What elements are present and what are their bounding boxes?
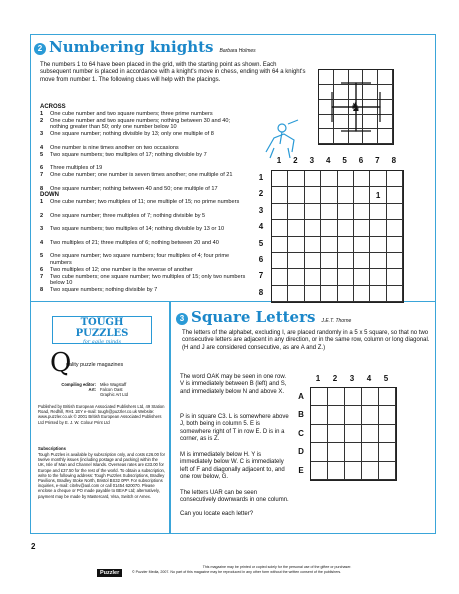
grid-cell[interactable] xyxy=(370,171,386,187)
clue-number: 3 xyxy=(40,131,44,138)
down-clue xyxy=(40,287,246,294)
clue-number: 5 xyxy=(40,151,44,158)
grid-cell[interactable] xyxy=(338,253,354,269)
column-label: 3 xyxy=(349,374,355,383)
grid-cell[interactable] xyxy=(272,253,288,269)
row-label: D xyxy=(298,447,304,457)
clue-number: 2 xyxy=(40,117,44,124)
publisher-info: Published by British European Associated Publishers Ltd, 49 Station Road, Redhill, RH1 1EY e-mail: tough@puzzler.co.uk Website: www.puzzler.co.uk © 2001 British European Associated Publishers Ltd Printed by E. J. W. Colour Print Ltd xyxy=(38,404,165,425)
across-clue xyxy=(40,186,246,193)
grid-cell[interactable] xyxy=(272,237,288,253)
row-label: 6 xyxy=(258,255,264,264)
grid-cell[interactable] xyxy=(387,187,403,203)
down-clue xyxy=(40,267,246,274)
grid-cell[interactable] xyxy=(288,171,304,187)
letter-cell[interactable] xyxy=(379,443,396,461)
puzzle-number-badge: 2 xyxy=(34,43,46,55)
tough-puzzles-logo xyxy=(52,316,152,344)
puzzler-logo: Puzzler xyxy=(97,569,122,577)
column-label: 1 xyxy=(315,374,321,383)
grid-cell[interactable] xyxy=(354,187,370,203)
page-number: 2 xyxy=(31,542,36,551)
grid-cell[interactable] xyxy=(321,237,337,253)
grid-cell[interactable] xyxy=(370,220,386,236)
letter-cell[interactable] xyxy=(328,443,345,461)
puzzle-3-heading xyxy=(176,308,351,326)
grid-cell[interactable] xyxy=(288,187,304,203)
grid-cell[interactable] xyxy=(338,204,354,220)
letter-cell[interactable] xyxy=(362,443,379,461)
grid-cell[interactable] xyxy=(305,269,321,285)
grid-cell[interactable] xyxy=(272,171,288,187)
clue-number: 2 xyxy=(40,212,44,219)
clue-number: 7 xyxy=(40,273,44,280)
clue-number: 1 xyxy=(40,111,44,117)
grid-cell[interactable] xyxy=(305,237,321,253)
grid-cell[interactable] xyxy=(321,286,337,302)
column-label: 5 xyxy=(342,156,347,165)
clue-text: Two square numbers; two multiples of 14; nothing divisible by 13 or 10 xyxy=(50,226,225,233)
letter-cell[interactable] xyxy=(379,425,396,443)
column-label: 6 xyxy=(358,156,364,165)
brand-title: TOUGH PUZZLES xyxy=(75,317,129,339)
grid-cell[interactable] xyxy=(305,204,321,220)
grid-cell[interactable] xyxy=(305,220,321,236)
column-label: 5 xyxy=(383,374,389,383)
letter-cell[interactable] xyxy=(311,425,328,443)
clue-1: The word OAK may be seen in one row. V is immediately between B (left) and S, and immediately below N and above X. xyxy=(180,374,287,395)
grid-cell[interactable] xyxy=(354,237,370,253)
clue-number: 3 xyxy=(40,226,44,233)
grid-cell[interactable] xyxy=(321,187,337,203)
across-clue xyxy=(40,145,246,152)
column-label: 7 xyxy=(375,156,380,165)
column-label: 2 xyxy=(293,156,298,165)
clue-text: Two square numbers; two multiples of 17; nothing divisible by 7 xyxy=(50,151,207,158)
grid-cell[interactable] xyxy=(272,187,288,203)
letter-cell[interactable] xyxy=(345,388,362,406)
clue-text: One square number; three multiples of 7; nothing divisible by 5 xyxy=(50,212,206,219)
grid-cell[interactable] xyxy=(305,286,321,302)
grid-cell[interactable] xyxy=(321,269,337,285)
clue-number: 4 xyxy=(40,239,44,246)
copyright-notice: This magazine may be printed or copied solely for the personal use of the giftee or purchaser. © Puzzler Media, 2007. No part of this magazine may be reproduced in any other form without the written consent of the publishers. xyxy=(132,565,352,574)
letter-cell[interactable] xyxy=(345,425,362,443)
credits: Compiling editor: Mike Wagstaff Art: Falcon Oast Graphic Art Ltd xyxy=(61,382,128,398)
clue-number: 6 xyxy=(40,165,44,172)
across-heading: ACROSS xyxy=(40,104,66,110)
row-label: 3 xyxy=(258,205,264,215)
clue-text: One cube number; one number is seven times another; one multiple of 21 xyxy=(50,172,233,179)
across-clue xyxy=(40,131,246,138)
grid-cell[interactable] xyxy=(321,204,337,220)
clue-text: Two square numbers; nothing divisible by 7 xyxy=(50,287,158,294)
grid-cell[interactable] xyxy=(272,220,288,236)
across-clue xyxy=(40,111,246,118)
quality-logo-text: uality puzzle magazines xyxy=(66,362,124,368)
grid-cell[interactable] xyxy=(321,253,337,269)
grid-cell[interactable] xyxy=(370,269,386,285)
puzzle-2-heading xyxy=(34,38,256,56)
grid-cell[interactable] xyxy=(338,171,354,187)
clue-text: Two cube numbers; one square number; two multiples of 15; only two numbers below 10 xyxy=(50,273,246,287)
grid-cell[interactable] xyxy=(288,237,304,253)
grid-cell[interactable] xyxy=(354,171,370,187)
row-label: E xyxy=(298,465,304,475)
letter-cell[interactable] xyxy=(362,462,379,480)
grid-cell[interactable] xyxy=(338,220,354,236)
clue-text: One cube number and two square numbers; nothing between 30 and 40; nothing greater than 50; only one number below 10 xyxy=(50,117,231,131)
clue-2: P is in square C3. L is somewhere above J, both being in column 5. E is somewhere right of T in row E. D is in a corner, as is Z. xyxy=(180,414,289,443)
grid-cell[interactable] xyxy=(305,187,321,203)
down-clue xyxy=(40,199,246,206)
grid-cell[interactable] xyxy=(272,269,288,285)
clue-text: One cube number and two square numbers; three prime numbers xyxy=(50,111,213,117)
grid-cell[interactable] xyxy=(370,204,386,220)
puzzle-2-title: Numbering knights xyxy=(49,38,214,56)
puzzle-3-author: J.E.T. Thorne xyxy=(321,318,352,324)
letter-cell[interactable] xyxy=(345,406,362,424)
grid-cell[interactable] xyxy=(370,237,386,253)
grid-cell[interactable] xyxy=(338,187,354,203)
down-clue xyxy=(40,274,246,287)
row-label: B xyxy=(298,410,304,420)
grid-cell[interactable] xyxy=(288,204,304,220)
down-clue xyxy=(40,240,246,247)
column-label: 4 xyxy=(325,156,331,165)
puzzle-2-author: Barbara Holmes xyxy=(219,48,256,54)
column-label: 3 xyxy=(309,156,315,165)
row-label: A xyxy=(298,392,304,401)
grid-cell[interactable] xyxy=(338,237,354,253)
across-clue xyxy=(40,118,246,131)
knight-piece-icon: ♞ xyxy=(349,100,364,115)
grid-cell[interactable] xyxy=(370,253,386,269)
across-clue xyxy=(40,165,246,172)
grid-cell[interactable] xyxy=(305,171,321,187)
clue-text: Two multiples of 12; one number is the reverse of another xyxy=(50,267,193,273)
grid-cell[interactable] xyxy=(387,286,403,302)
letter-cell[interactable] xyxy=(328,425,345,443)
grid-cell[interactable] xyxy=(387,237,403,253)
letter-cell[interactable] xyxy=(379,462,396,480)
grid-cell[interactable] xyxy=(354,286,370,302)
column-label: 8 xyxy=(391,156,397,165)
clue-5: Can you locate each letter? xyxy=(180,511,254,517)
knight-arrows xyxy=(318,69,394,145)
row-label: C xyxy=(298,428,304,438)
grid-cell[interactable]: 1 xyxy=(370,187,386,203)
grid-cell[interactable] xyxy=(288,220,304,236)
grid-cell[interactable] xyxy=(288,269,304,285)
row-label: 1 xyxy=(258,173,264,182)
puzzle-3-intro: The letters of the alphabet, excluding I, are placed randomly in a 5 x 5 square, so that no two consecutive letters are adjacent in any direction, or in the same row, column or long diagonal. (H and J are considered consecutive, as are A and Z.) xyxy=(182,330,430,351)
down-clue xyxy=(40,253,246,266)
knight-number-grid[interactable] xyxy=(271,170,404,303)
letter-cell[interactable] xyxy=(379,406,396,424)
clue-number: 1 xyxy=(40,199,44,205)
brand-tagline: for agile minds xyxy=(82,339,122,345)
clue-3: M is immediately below H. Y is immediately below W. C is immediately left of F and diagonally adjacent to, and one row below, G. xyxy=(180,452,285,481)
letter-cell[interactable] xyxy=(362,406,379,424)
letter-cell[interactable] xyxy=(328,388,345,406)
puzzle-number-badge: 3 xyxy=(176,313,188,325)
grid-cell[interactable] xyxy=(321,220,337,236)
down-clue xyxy=(40,226,246,233)
grid-cell[interactable] xyxy=(387,204,403,220)
row-label: 8 xyxy=(258,287,264,297)
across-clue xyxy=(40,152,246,159)
puzzle-2-intro: The numbers 1 to 64 have been placed in the grid, with the starting point as shown. Each subsequent number is placed in accordance with a knight's move in chess, ending with 64 a knight's move from number 1. The following clues will help with the placings. xyxy=(40,62,306,83)
letter-cell[interactable] xyxy=(362,388,379,406)
letter-cell[interactable] xyxy=(328,462,345,480)
grid-cell[interactable] xyxy=(387,220,403,236)
grid-cell[interactable] xyxy=(354,253,370,269)
grid-cell[interactable] xyxy=(387,171,403,187)
clue-text: One square number; two square numbers; four multiples of 4; four prime numbers xyxy=(50,253,230,266)
subscriptions-heading: Subscriptions xyxy=(38,446,66,451)
clue-number: 5 xyxy=(40,253,44,260)
clue-number: 7 xyxy=(40,172,44,179)
clue-text: Three multiples of 19 xyxy=(50,165,103,172)
clue-number: 6 xyxy=(40,267,44,273)
grid-cell[interactable] xyxy=(338,269,354,285)
grid-cell[interactable] xyxy=(387,269,403,285)
clue-number: 8 xyxy=(40,185,44,192)
grid-cell[interactable] xyxy=(272,204,288,220)
grid-cell[interactable] xyxy=(288,253,304,269)
quality-logo-q: Q xyxy=(50,348,72,378)
clue-4: The letters UAR can be seen consecutively downwards in one column. xyxy=(180,490,289,504)
clue-number: 4 xyxy=(40,145,44,151)
letter-cell[interactable] xyxy=(362,425,379,443)
grid-cell[interactable] xyxy=(354,269,370,285)
grid-cell[interactable] xyxy=(288,286,304,302)
grid-cell[interactable] xyxy=(305,253,321,269)
letter-cell[interactable] xyxy=(379,388,396,406)
column-label: 1 xyxy=(276,156,282,165)
clue-text: One cube number; two multiples of 11; one multiple of 15; no prime numbers xyxy=(50,199,240,205)
letter-cell[interactable] xyxy=(311,406,328,424)
letter-cell[interactable] xyxy=(345,462,362,480)
column-label: 2 xyxy=(332,374,338,383)
letter-cell[interactable] xyxy=(328,406,345,424)
column-label: 4 xyxy=(366,374,372,383)
grid-cell[interactable] xyxy=(321,171,337,187)
letter-cell[interactable] xyxy=(345,443,362,461)
clue-text: One square number; nothing divisible by 13; only one multiple of 8 xyxy=(50,131,214,138)
row-label: 7 xyxy=(258,271,264,281)
across-clue xyxy=(40,172,246,179)
letter-cell[interactable] xyxy=(311,443,328,461)
letter-cell[interactable] xyxy=(311,462,328,480)
clue-number: 8 xyxy=(40,287,44,294)
letter-cell[interactable] xyxy=(311,388,328,406)
clue-text: Two multiples of 21; three multiples of 6; nothing between 20 and 40 xyxy=(50,239,219,246)
grid-cell[interactable] xyxy=(354,204,370,220)
row-label: 5 xyxy=(258,238,264,248)
grid-cell[interactable] xyxy=(387,253,403,269)
row-label: 4 xyxy=(258,222,264,232)
grid-cell[interactable] xyxy=(338,286,354,302)
square-letters-grid[interactable] xyxy=(310,387,397,481)
down-clue xyxy=(40,213,246,220)
puzzle-3-title: Square Letters xyxy=(191,308,316,326)
grid-cell[interactable] xyxy=(354,220,370,236)
row-label: 2 xyxy=(258,189,264,199)
grid-cell[interactable] xyxy=(272,286,288,302)
grid-cell[interactable] xyxy=(370,286,386,302)
clue-text: One number is nine times another on two occasions xyxy=(50,145,179,151)
subscriptions-text: Tough Puzzles is available by subscription only, and costs £26.00 for twelve monthly issues (including postage and packing) within the UK, Isle of Man and Channel Islands. Overseas rates are £33.00 for Europe and £37.50 for the rest of the world. To obtain a subscription, write to the following address: Tough Puzzles Subscriptions, Bradley Pavilions, Bradley Stoke North, Bristol BS32 0PP. For subscriptions inquiries, e-mail: citvhv@aol.com or call 01454 620070. Please enclose a cheque or PO made payable to BEAP Ltd; alternatively, payment may be made by Mastercard, Visa, Switch or Amex. xyxy=(38,452,166,499)
clue-text: One square number; nothing between 40 and 50; one multiple of 17 xyxy=(50,185,218,192)
down-heading: DOWN xyxy=(40,192,59,198)
